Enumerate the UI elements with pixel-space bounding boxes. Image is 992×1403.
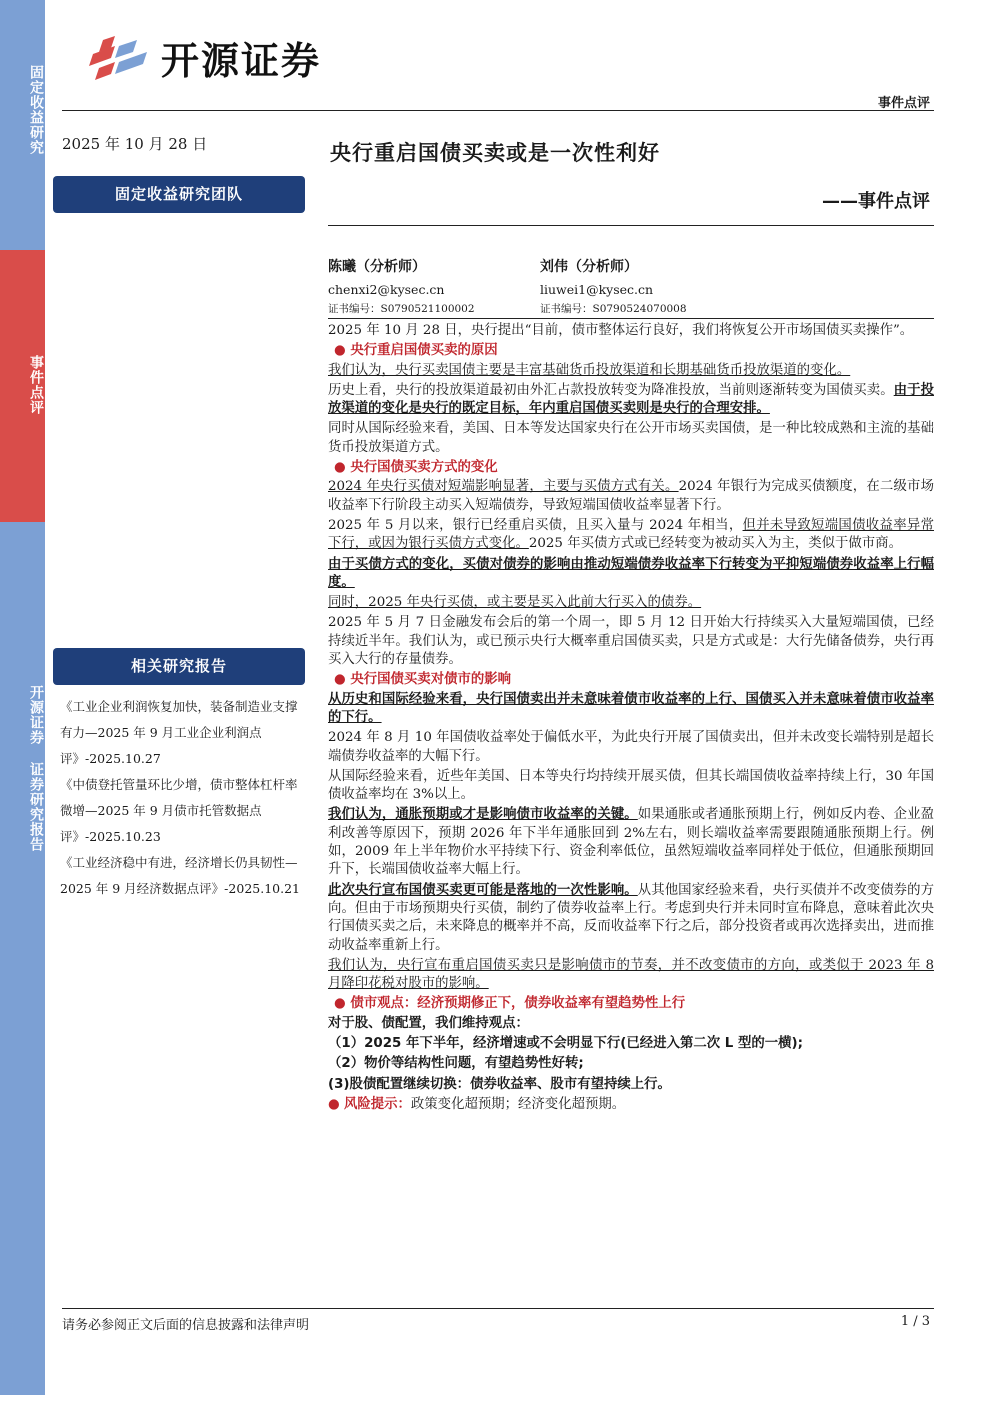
- page-subtitle: ——事件点评: [822, 191, 930, 212]
- author-name: 刘伟（分析师）: [540, 259, 638, 275]
- report-type-tag: 事件点评: [877, 96, 930, 111]
- risk-note: ● 风险提示：政策变化超预期；经济变化超预期。: [328, 1096, 626, 1112]
- body-paragraph: 2025 年 5 月 7 日金融发布会后的第一个周一，即 5 月 12 日开始大行持续买入大量短端国债，已经持续近半年。我们认为，或已预示央行大概率重启国债买卖，只是方式或是：大行先储备债券，央行再买入大行的存量债券。: [328, 615, 934, 668]
- body-paragraph: 2024 年 8 月 10 年国债收益率处于偏低水平，为此央行开展了国债卖出，但并未改变长端特别是超长端债券收益率的大幅下行。: [328, 730, 934, 764]
- footer-disclaimer: 请务必参阅正文后面的信息披露和法律声明: [62, 1318, 310, 1333]
- section-heading: ● 央行国债买卖对债市的影响: [334, 672, 512, 688]
- related-reports-label: 相关研究报告: [53, 648, 305, 685]
- body-paragraph: 同时从国际经验来看，美国、日本等发达国家央行在公开市场买卖国债，是一种比较成熟和主流的基础货币投放渠道方式。: [328, 421, 934, 455]
- author-cert: 证书编号：S0790521100002: [328, 303, 475, 315]
- brand-name: 开源证券: [161, 39, 322, 83]
- body-paragraph: 我们认为，央行宣布重启国债买卖只是影响债市的节奏，并不改变债市的方向，或类似于 2023 年 8 月降印花税对股市的影响。: [328, 957, 934, 992]
- title-rule: [328, 225, 934, 226]
- page-number: 1 / 3: [900, 1314, 930, 1329]
- author-card: [540, 256, 687, 316]
- author-card: [328, 256, 475, 316]
- section-heading: ● 债市观点：经济预期修正下，债券收益率有望趋势性上行: [334, 996, 686, 1012]
- team-label: 固定收益研究团队: [53, 176, 305, 213]
- related-report-item: 《中债登托管量环比少增，债市整体杠杆率微增—2025 年 9 月债市托管数据点评》-2025.10.23: [60, 777, 298, 844]
- body-paragraph: 从国际经验来看，近些年美国、日本等央行均持续开展买债，但其长端国债收益率持续上行，30 年国债收益率均在 3%以上。: [328, 768, 934, 803]
- author-rule: [328, 318, 934, 319]
- page-title: 央行重启国债买卖或是一次性利好: [330, 141, 660, 165]
- author-name: 陈曦（分析师）: [328, 259, 426, 275]
- footer-rule: [62, 1308, 934, 1309]
- sidebar-label-fixed-income: 固定收益研究: [28, 65, 44, 155]
- section-heading: ● 央行国债买卖方式的变化: [334, 460, 498, 476]
- body-paragraph: 2025 年 5 月以来，银行已经重启买债，且买入量与 2024 年相当，但并未导致短端国债收益率异常下行，或因为银行买债方式变化。2025 年买债方式或已经转变为被动买入为主，类似于做市商。: [328, 517, 934, 552]
- author-email: liuwei1@kysec.cn: [540, 282, 654, 297]
- report-date: 2025 年 10 月 28 日: [62, 135, 208, 153]
- report-body: [328, 322, 934, 1116]
- author-cert: 证书编号：S0790524070008: [540, 303, 687, 315]
- related-reports-list: [60, 694, 308, 902]
- body-paragraph: 同时，2025 年央行买债，或主要是买入此前大行买入的债券。: [328, 595, 702, 611]
- body-paragraph: 从历史和国际经验来看，央行国债卖出并未意味着债市收益率的上行、国债买入并未意味着债市收益率的下行。: [328, 691, 934, 725]
- body-paragraph: 对于股、债配置，我们维持观点：: [328, 1015, 529, 1031]
- body-paragraph: 历史上看，央行的投放渠道最初由外汇占款投放转变为降准投放，当前则逐渐转变为国债买卖。由于投放渠道的变化是央行的既定目标，年内重启国债买卖则是央行的合理安排。: [328, 382, 934, 417]
- body-paragraph: 由于买债方式的变化，买债对债券的影响由推动短端债券收益率下行转变为平抑短端债券收益率上行幅度。: [328, 556, 934, 590]
- related-report-item: 《工业企业利润恢复加快，装备制造业支撑有力—2025 年 9 月工业企业利润点评》-2025.10.27: [60, 699, 298, 766]
- body-paragraph: 2024 年央行买债对短端影响显著，主要与买债方式有关。2024 年银行为完成买债额度，在二级市场收益率下行阶段主动买入短端债券，导致短端国债收益率显著下行。: [328, 479, 934, 513]
- intro-paragraph: 2025 年 10 月 28 日，央行提出“目前，债市整体运行良好，我们将恢复公开市场国债买卖操作”。: [328, 323, 914, 338]
- section-heading: ● 央行重启国债买卖的原因: [334, 343, 498, 359]
- sidebar-label-kysec: 开源证券 证券研究报告: [28, 684, 44, 852]
- body-paragraph: 我们认为，通胀预期或才是影响债市收益率的关键。如果通胀或者通胀预期上行，例如反内卷、企业盈利改善等原因下，预期 2026 年下半年通胀回到 2%左右，则长端收益率需要跟随通胀预期上行。例如，2009 年上半年物价水平持续下行、资金利率低位，虽然短端收益率同样处于低位，但通胀预期回升下，长端国债收益率大幅上行。: [328, 807, 935, 878]
- header-rule: [62, 110, 934, 111]
- body-paragraph: 我们认为，央行买卖国债主要是丰富基础货币投放渠道和长期基础货币投放渠道的变化。: [328, 362, 851, 378]
- logo-icon: [85, 32, 155, 84]
- author-email: chenxi2@kysec.cn: [328, 282, 445, 297]
- body-paragraph: 此次央行宣布国债买卖更可能是落地的一次性影响。从其他国家经验来看，央行买债并不改变债券的方向。但由于市场预期央行买债，制约了债券收益率上行。考虑到央行并未同时宣布降息，意味着此次央行国债买卖之后，未来降息的概率并不高，反而收益率下行之后，部分投资者或再次选择卖出，进而推动收益率重新上行。: [328, 882, 935, 953]
- sidebar-label-event: 事件点评: [28, 355, 44, 415]
- list-item: （1）2025 年下半年，经济增速或不会明显下行(已经进入第二次 L 型的一横);: [328, 1035, 804, 1051]
- related-report-item: 《工业经济稳中有进，经济增长仍具韧性—2025 年 9 月经济数据点评》-2025.10.21: [60, 855, 300, 896]
- list-item: (3)股债配置继续切换：债券收益率、股市有望持续上行。: [328, 1076, 671, 1092]
- list-item: （2）物价等结构性问题，有望趋势性好转;: [328, 1056, 584, 1072]
- brand-logo: [85, 30, 321, 85]
